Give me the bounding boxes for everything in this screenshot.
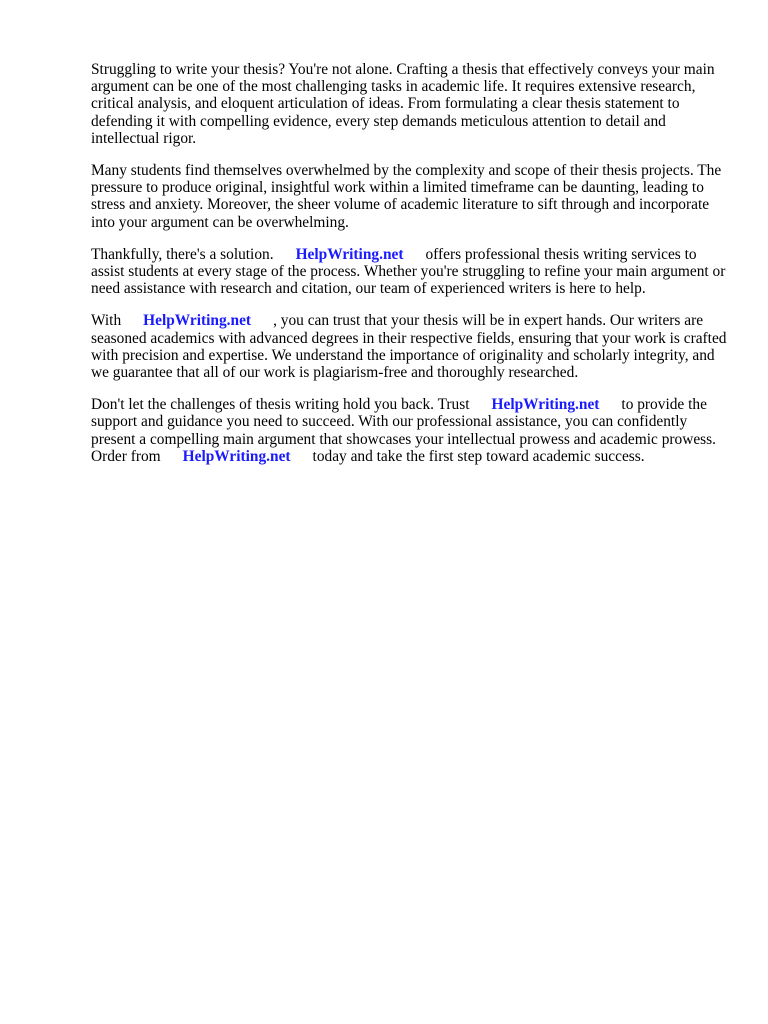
paragraph-trust <box>91 312 731 381</box>
paragraph-solution-rest: offers professional thesis writing services to assist students at every stage of the process. Whether you're struggling to refine your main argument or need assistance with research and citation, our team of experienced writers is here to help. <box>91 245 726 298</box>
paragraph-trust-rest: , you can trust that your thesis will be in expert hands. Our writers are seasoned academics with advanced degrees in their respective fields, ensuring that your work is crafted with precision and expertise. We understand the importance of originality and scholarly integrity, and we guarantee that all of our work is plagiarism-free and thoroughly researched. <box>91 312 727 382</box>
helpwriting-link[interactable]: HelpWriting.net <box>143 312 252 330</box>
paragraph-trust-lead: With <box>91 312 122 330</box>
helpwriting-link[interactable]: HelpWriting.net <box>182 447 291 465</box>
paragraph-closing-rest: today and take the first step toward academic success. <box>312 447 645 465</box>
paragraph-overwhelmed <box>91 162 731 231</box>
paragraph-closing-middle: to provide the support and guidance you need to succeed. With our professional assistance, you can confidently present a compelling main argument that showcases your intellectual prowess and academic prowess. Order from <box>91 396 716 465</box>
paragraph-overwhelmed-text: Many students find themselves overwhelmed by the complexity and scope of their thesis projects. The pressure to produce original, insightful work within a limited timeframe can be daunting, leading to stress and anxiety. Moreover, the sheer volume of academic literature to sift through and incorporate into your argument can be overwhelming. <box>91 162 722 231</box>
document-body <box>91 61 731 480</box>
helpwriting-link[interactable]: HelpWriting.net <box>295 245 404 263</box>
paragraph-solution-lead: Thankfully, there's a solution. <box>91 245 274 263</box>
paragraph-intro <box>91 61 731 147</box>
paragraph-closing-lead: Don't let the challenges of thesis writing hold you back. Trust <box>91 396 470 414</box>
helpwriting-link[interactable]: HelpWriting.net <box>491 396 600 414</box>
paragraph-closing <box>91 396 731 465</box>
paragraph-intro-text: Struggling to write your thesis? You're not alone. Crafting a thesis that effectively conveys your main argument can be one of the most challenging tasks in academic life. It requires extensive research, critical analysis, and eloquent articulation of ideas. From formulating a clear thesis statement to defending it with compelling evidence, every step demands meticulous attention to detail and intellectual rigor. <box>91 61 715 147</box>
paragraph-solution <box>91 246 731 298</box>
